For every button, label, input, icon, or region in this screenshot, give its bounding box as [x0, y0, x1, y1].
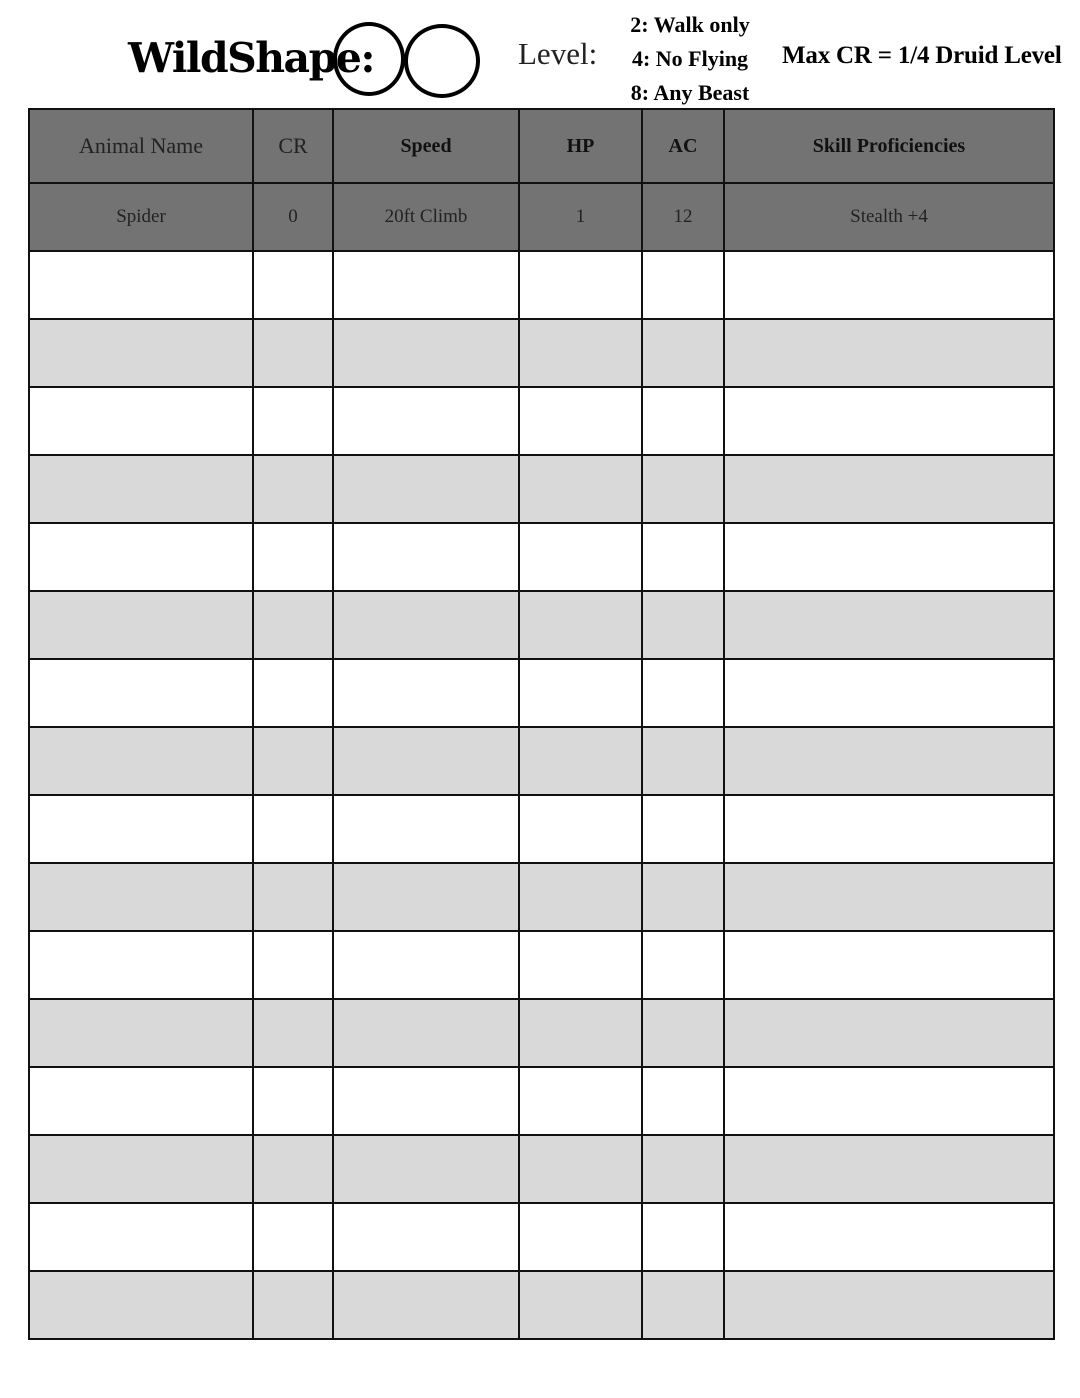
cr-cell[interactable]: [253, 863, 333, 931]
hp-cell[interactable]: [519, 1271, 642, 1339]
skill-proficiencies-cell[interactable]: [724, 1135, 1054, 1203]
animal-name-cell[interactable]: [29, 1067, 253, 1135]
level-rules-list: [620, 8, 760, 110]
cr-cell[interactable]: [253, 387, 333, 455]
table-row: [29, 251, 1054, 319]
speed-cell[interactable]: [333, 931, 519, 999]
ac-cell[interactable]: [642, 931, 724, 999]
wildshape-table: [28, 108, 1055, 1340]
column-header-skill-proficiencies: Skill Proficiencies: [724, 109, 1054, 183]
cr-cell[interactable]: [253, 1203, 333, 1271]
skill-proficiencies-cell[interactable]: [724, 591, 1054, 659]
table-row: [29, 1135, 1054, 1203]
wildshape-use-circle-1[interactable]: [333, 22, 405, 96]
table-header-row: [29, 109, 1054, 183]
skill-proficiencies-cell[interactable]: [724, 1271, 1054, 1339]
animal-name-cell[interactable]: [29, 523, 253, 591]
speed-cell[interactable]: [333, 1067, 519, 1135]
ac-cell[interactable]: [642, 795, 724, 863]
ac-cell[interactable]: [642, 387, 724, 455]
column-header-ac: AC: [642, 109, 724, 183]
animal-name-cell[interactable]: [29, 1135, 253, 1203]
animal-name-cell[interactable]: [29, 659, 253, 727]
sample-cr: 0: [253, 183, 333, 251]
speed-cell[interactable]: [333, 455, 519, 523]
sample-hp: 1: [519, 183, 642, 251]
speed-cell[interactable]: [333, 591, 519, 659]
skill-proficiencies-cell[interactable]: [724, 727, 1054, 795]
ac-cell[interactable]: [642, 1135, 724, 1203]
sheet-header: [0, 0, 1080, 108]
table-row: [29, 523, 1054, 591]
cr-cell[interactable]: [253, 1135, 333, 1203]
animal-name-cell[interactable]: [29, 1271, 253, 1339]
ac-cell[interactable]: [642, 659, 724, 727]
cr-cell[interactable]: [253, 1271, 333, 1339]
animal-name-cell[interactable]: [29, 387, 253, 455]
column-header-speed: Speed: [333, 109, 519, 183]
ac-cell[interactable]: [642, 251, 724, 319]
animal-name-cell[interactable]: [29, 251, 253, 319]
column-header-cr: CR: [253, 109, 333, 183]
ac-cell[interactable]: [642, 727, 724, 795]
skill-proficiencies-cell[interactable]: [724, 1067, 1054, 1135]
ac-cell[interactable]: [642, 455, 724, 523]
animal-name-cell[interactable]: [29, 455, 253, 523]
skill-proficiencies-cell[interactable]: [724, 659, 1054, 727]
level-rule: 4: No Flying: [631, 46, 749, 71]
skill-proficiencies-cell[interactable]: [724, 523, 1054, 591]
level-rule: 2: Walk only: [630, 12, 750, 37]
cr-cell[interactable]: [253, 455, 333, 523]
hp-cell[interactable]: [519, 659, 642, 727]
table-row: [29, 387, 1054, 455]
hp-cell[interactable]: [519, 251, 642, 319]
table-row: [29, 1203, 1054, 1271]
hp-cell[interactable]: [519, 319, 642, 387]
table-row: [29, 1271, 1054, 1339]
cr-cell[interactable]: [253, 795, 333, 863]
cr-cell[interactable]: [253, 659, 333, 727]
table-row: [29, 999, 1054, 1067]
speed-cell[interactable]: [333, 795, 519, 863]
sample-row: [29, 183, 1054, 251]
table-row: [29, 863, 1054, 931]
cr-cell[interactable]: [253, 1067, 333, 1135]
hp-cell[interactable]: [519, 523, 642, 591]
sample-ac: 12: [642, 183, 724, 251]
ac-cell[interactable]: [642, 1271, 724, 1339]
animal-name-cell[interactable]: [29, 591, 253, 659]
ac-cell[interactable]: [642, 591, 724, 659]
sample-speed: 20ft Climb: [333, 183, 519, 251]
table-row: [29, 931, 1054, 999]
table-row: [29, 727, 1054, 795]
ac-cell[interactable]: [642, 863, 724, 931]
sheet-title: WildShape:: [128, 34, 375, 82]
cr-cell[interactable]: [253, 999, 333, 1067]
table-row: [29, 319, 1054, 387]
hp-cell[interactable]: [519, 931, 642, 999]
level-label: Level:: [518, 36, 598, 71]
speed-cell[interactable]: [333, 1271, 519, 1339]
speed-cell[interactable]: [333, 319, 519, 387]
level-rule: 8: Any Beast: [630, 80, 750, 105]
table-row: [29, 1067, 1054, 1135]
animal-name-cell[interactable]: [29, 999, 253, 1067]
table-row: [29, 795, 1054, 863]
hp-cell[interactable]: [519, 455, 642, 523]
ac-cell[interactable]: [642, 523, 724, 591]
animal-name-cell[interactable]: [29, 1203, 253, 1271]
hp-cell[interactable]: [519, 727, 642, 795]
skill-proficiencies-cell[interactable]: [724, 319, 1054, 387]
skill-proficiencies-cell[interactable]: [724, 931, 1054, 999]
max-cr-rule: Max CR = 1/4 Druid Level: [782, 42, 1062, 69]
speed-cell[interactable]: [333, 387, 519, 455]
cr-cell[interactable]: [253, 251, 333, 319]
skill-proficiencies-cell[interactable]: [724, 1203, 1054, 1271]
animal-name-cell[interactable]: [29, 795, 253, 863]
hp-cell[interactable]: [519, 1067, 642, 1135]
speed-cell[interactable]: [333, 251, 519, 319]
skill-proficiencies-cell[interactable]: [724, 251, 1054, 319]
ac-cell[interactable]: [642, 1203, 724, 1271]
skill-proficiencies-cell[interactable]: [724, 795, 1054, 863]
speed-cell[interactable]: [333, 523, 519, 591]
hp-cell[interactable]: [519, 387, 642, 455]
hp-cell[interactable]: [519, 1203, 642, 1271]
hp-cell[interactable]: [519, 999, 642, 1067]
animal-name-cell[interactable]: [29, 863, 253, 931]
column-header-animal-name: Animal Name: [29, 109, 253, 183]
skill-proficiencies-cell[interactable]: [724, 863, 1054, 931]
animal-name-cell[interactable]: [29, 931, 253, 999]
cr-cell[interactable]: [253, 931, 333, 999]
hp-cell[interactable]: [519, 1135, 642, 1203]
speed-cell[interactable]: [333, 1203, 519, 1271]
skill-proficiencies-cell[interactable]: [724, 455, 1054, 523]
skill-proficiencies-cell[interactable]: [724, 999, 1054, 1067]
wildshape-use-circle-2[interactable]: [404, 24, 480, 98]
skill-proficiencies-cell[interactable]: [724, 387, 1054, 455]
sample-skill-proficiencies: Stealth +4: [724, 183, 1054, 251]
hp-cell[interactable]: [519, 863, 642, 931]
table-row: [29, 455, 1054, 523]
table-row: [29, 591, 1054, 659]
speed-cell[interactable]: [333, 727, 519, 795]
speed-cell[interactable]: [333, 999, 519, 1067]
hp-cell[interactable]: [519, 795, 642, 863]
cr-cell[interactable]: [253, 591, 333, 659]
hp-cell[interactable]: [519, 591, 642, 659]
animal-name-cell[interactable]: [29, 319, 253, 387]
column-header-hp: HP: [519, 109, 642, 183]
animal-name-cell[interactable]: [29, 727, 253, 795]
cr-cell[interactable]: [253, 727, 333, 795]
cr-cell[interactable]: [253, 523, 333, 591]
sample-animal-name: Spider: [29, 183, 253, 251]
ac-cell[interactable]: [642, 1067, 724, 1135]
cr-cell[interactable]: [253, 319, 333, 387]
ac-cell[interactable]: [642, 319, 724, 387]
speed-cell[interactable]: [333, 659, 519, 727]
table-row: [29, 659, 1054, 727]
speed-cell[interactable]: [333, 863, 519, 931]
ac-cell[interactable]: [642, 999, 724, 1067]
speed-cell[interactable]: [333, 1135, 519, 1203]
